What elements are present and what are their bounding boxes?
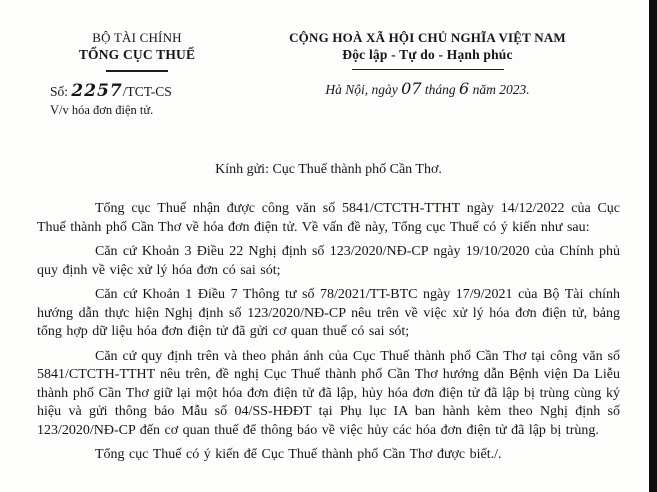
national-motto: Độc lập - Tự do - Hạnh phúc	[342, 47, 513, 62]
salutation-line: Kính gửi: Cục Thuế thành phố Cần Thơ.	[215, 162, 442, 177]
date-suffix: năm 2023.	[469, 82, 530, 97]
issuing-agency-block	[28, 30, 246, 118]
document-number-line	[28, 81, 246, 101]
body-paragraph: Tổng cục Thuế nhận được công văn số 5841/CTCTH-TTHT ngày 14/12/2022 của Cục Thuế thành phố Cần Thơ về hóa đơn điện tử. Về vấn đề này, Tổng cục Thuế có ý kiến như sau:	[37, 201, 620, 235]
agency-name: TỔNG CỤC THUẾ	[78, 47, 196, 62]
motto-underline	[352, 69, 504, 70]
ministry-name: BỘ TÀI CHÍNH	[92, 30, 182, 45]
date-prefix: Hà Nội, ngày	[325, 82, 402, 97]
place-date-line	[246, 79, 609, 98]
document-header	[0, 0, 657, 118]
date-month-handwritten: 6	[459, 79, 470, 98]
document-number-label: Số:	[50, 84, 72, 99]
body-paragraph: Căn cứ Khoản 1 Điều 7 Thông tư số 78/2021/TT-BTC ngày 17/9/2021 của Bộ Tài chính hướng dẫn thực hiện Nghị định số 123/2020/NĐ-CP nêu trên về việc xử lý hóa đơn điện tử, bảng tổng hợp dữ liệu hóa đơn điện tử đã gửi cơ quan thuế có sai sót;	[37, 287, 620, 339]
date-mid: tháng	[421, 82, 460, 97]
body-paragraph: Tổng cục Thuế có ý kiến để Cục Thuế thành phố Cần Thơ được biết./.	[95, 447, 502, 462]
agency-underline	[106, 70, 168, 72]
scan-edge-artifact	[649, 0, 657, 492]
document-number-suffix: /TCT-CS	[122, 84, 172, 99]
document-subject: V/v hóa đơn điện tử.	[50, 103, 154, 117]
body-paragraph: Căn cứ Khoản 3 Điều 22 Nghị định số 123/2020/NĐ-CP ngày 19/10/2020 của Chính phủ quy định về việc xử lý hóa đơn có sai sót;	[37, 244, 620, 278]
date-day-handwritten: 07	[401, 79, 422, 98]
body-paragraph: Căn cứ quy định trên và theo phản ánh của Cục Thuế thành phố Cần Thơ tại công văn số 5841/CTCTH-TTHT nêu trên, đề nghị Cục Thuế thành phố Cần Thơ hướng dẫn Bệnh viện Da Liễu thành phố Cần Thơ giữ lại một hóa đơn điện tử đã lập, hủy hóa đơn điện tử đã lập bị trùng cùng ký hiệu và gửi thông báo Mẫu số 04/SS-HĐĐT tại Phụ lục IA ban hành kèm theo Nghị định số 123/2020/NĐ-CP đến cơ quan thuế để thông báo về việc hủy các hóa đơn điện tử đã lập bị trùng.	[37, 348, 620, 438]
national-motto-block	[246, 30, 609, 118]
document-number-handwritten: 2257	[71, 81, 123, 101]
national-title: CỘNG HOÀ XÃ HỘI CHỦ NGHĨA VIỆT NAM	[289, 30, 566, 45]
document-body	[37, 200, 620, 465]
